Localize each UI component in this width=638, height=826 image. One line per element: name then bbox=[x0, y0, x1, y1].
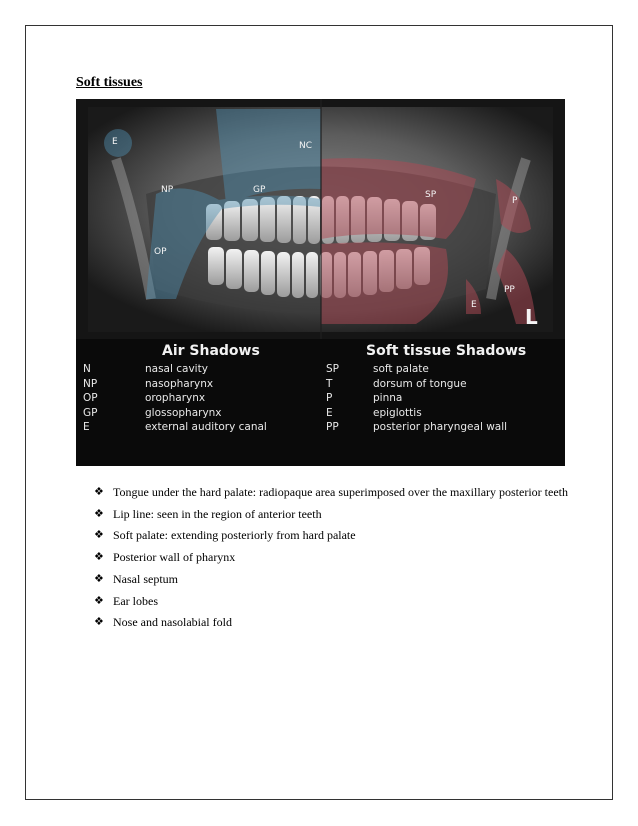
legend-soft-row: E epiglottis bbox=[326, 406, 422, 419]
diamond-flower-bullet-icon: ❖ bbox=[94, 572, 104, 585]
radiograph-image bbox=[76, 99, 565, 339]
list-item: ❖ Lip line: seen in the region of anterior teeth bbox=[94, 504, 574, 526]
legend-air-row: N nasal cavity bbox=[83, 363, 208, 375]
list-item: ❖ Nose and nasolabial fold bbox=[94, 612, 574, 634]
list-item: ❖ Posterior wall of pharynx bbox=[94, 547, 574, 569]
label-pp: PP bbox=[504, 285, 515, 295]
label-gp: GP bbox=[253, 185, 266, 195]
legend-air-row: OP oropharynx bbox=[83, 392, 206, 404]
list-item: ❖ Tongue under the hard palate: radiopaque area superimposed over the maxillary posterior teeth bbox=[94, 482, 574, 504]
label-nc: NC bbox=[299, 141, 313, 151]
soft-tissue-list bbox=[94, 482, 574, 634]
label-e-left: E bbox=[112, 137, 118, 147]
list-item: ❖ Nasal septum bbox=[94, 569, 574, 591]
diamond-flower-bullet-icon: ❖ bbox=[94, 616, 104, 629]
label-e-right: E bbox=[471, 300, 477, 310]
legend-air-row: E external auditory canal bbox=[83, 421, 267, 433]
panoramic-radiograph bbox=[76, 99, 565, 466]
label-l-side-marker: L bbox=[525, 305, 538, 329]
diamond-flower-bullet-icon: ❖ bbox=[94, 551, 104, 564]
diamond-flower-bullet-icon: ❖ bbox=[94, 486, 104, 498]
diamond-flower-bullet-icon: ❖ bbox=[94, 507, 104, 520]
legend-air-row: GP glossopharynx bbox=[83, 406, 222, 419]
legend-soft-row: P pinna bbox=[326, 392, 403, 404]
legend-soft-row: PP posterior pharyngeal wall bbox=[326, 421, 508, 433]
diamond-flower-bullet-icon: ❖ bbox=[94, 594, 104, 607]
legend-soft-row: T dorsum of tongue bbox=[326, 377, 467, 390]
label-np: NP bbox=[161, 185, 174, 195]
label-sp: SP bbox=[425, 190, 437, 200]
legend-panel bbox=[76, 339, 565, 466]
label-op: OP bbox=[154, 247, 167, 257]
legend-soft-row: SP soft palate bbox=[326, 363, 429, 375]
list-item: ❖ Ear lobes bbox=[94, 591, 574, 613]
list-item: ❖ Soft palate: extending posteriorly from hard palate bbox=[94, 525, 574, 547]
diamond-flower-bullet-icon: ❖ bbox=[94, 529, 104, 542]
legend-air-title: Air Shadows bbox=[162, 343, 260, 359]
legend-soft-title: Soft tissue Shadows bbox=[366, 343, 527, 359]
label-p: P bbox=[512, 196, 518, 206]
legend-air-row: NP nasopharynx bbox=[83, 377, 214, 390]
section-heading: Soft tissues bbox=[76, 75, 143, 90]
